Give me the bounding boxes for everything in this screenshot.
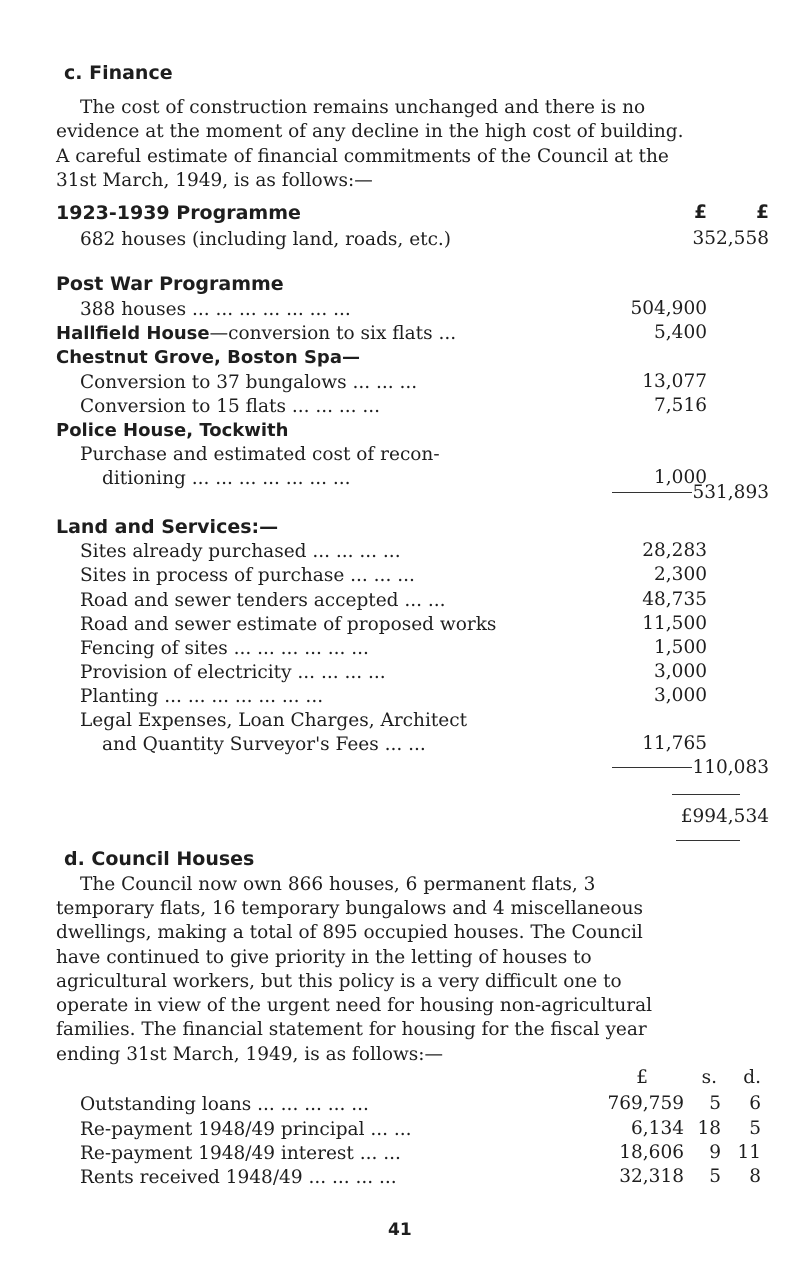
land-row-value: 2,300 <box>654 564 707 585</box>
land-row-value: 3,000 <box>654 685 707 706</box>
page-number: 41 <box>388 1220 412 1240</box>
pence-header: d. <box>743 1067 761 1088</box>
postwar-houses-label: 388 houses ... ... ... ... ... ... ... <box>80 299 351 320</box>
statement-row-shillings: 18 <box>697 1118 721 1139</box>
legal-value: 11,765 <box>642 733 707 754</box>
council-para-line: dwellings, making a total of 895 occupied houses. The Council <box>56 922 643 943</box>
purchase-line-1: Purchase and estimated cost of recon- <box>80 444 440 465</box>
chestnut-heading: Chestnut Grove, Boston Spa— <box>56 347 360 368</box>
bungalows-value: 13,077 <box>642 371 707 392</box>
grand-total-rule-bottom <box>676 840 740 841</box>
land-row-value: 28,283 <box>642 540 707 561</box>
land-row-value: 48,735 <box>642 589 707 610</box>
hallfield-value: 5,400 <box>654 322 707 343</box>
statement-row-label: Re-payment 1948/49 principal ... ... <box>80 1119 412 1140</box>
grand-total: £994,534 <box>680 806 769 827</box>
section-c-heading: c. Finance <box>64 62 173 84</box>
statement-row-pounds: 18,606 <box>619 1142 684 1163</box>
hallfield-line <box>56 322 456 346</box>
statement-row-pounds: 6,134 <box>631 1118 684 1139</box>
police-heading: Police House, Tockwith <box>56 420 289 441</box>
land-row-label: Planting ... ... ... ... ... ... ... <box>80 686 324 707</box>
land-row-label: Fencing of sites ... ... ... ... ... ... <box>80 638 369 659</box>
purchase-line-2: ditioning ... ... ... ... ... ... ... <box>102 468 351 489</box>
hallfield-desc: —conversion to six flats ... <box>209 323 457 344</box>
statement-row-pounds: 32,318 <box>619 1166 684 1187</box>
land-row-label: Provision of electricity ... ... ... ... <box>80 662 386 683</box>
col1-pound-header: £ <box>694 202 707 223</box>
hallfield-name: Hallfield House <box>56 323 210 344</box>
statement-row-pence: 11 <box>737 1142 761 1163</box>
statement-row-shillings: 5 <box>709 1093 721 1114</box>
council-para-line: have continued to give priority in the letting of houses to <box>56 947 592 968</box>
purchase-value: 1,000 <box>654 467 707 488</box>
council-para-line: temporary flats, 16 temporary bungalows and 4 miscellaneous <box>56 898 644 919</box>
council-para-line: ending 31st March, 1949, is as follows:— <box>56 1044 444 1065</box>
flats-value: 7,516 <box>654 395 707 416</box>
flats-label: Conversion to 15 flats ... ... ... ... <box>80 396 381 417</box>
statement-row-label: Outstanding loans ... ... ... ... ... <box>80 1094 369 1115</box>
section-d-heading: d. Council Houses <box>64 848 255 870</box>
land-row-value: 11,500 <box>642 613 707 634</box>
grand-total-rule-top <box>672 794 740 795</box>
land-row-value: 1,500 <box>654 637 707 658</box>
statement-row-label: Re-payment 1948/49 interest ... ... <box>80 1143 401 1164</box>
col2-pound-header: £ <box>756 202 769 223</box>
land-row-value: 3,000 <box>654 661 707 682</box>
prog-1923-line: 682 houses (including land, roads, etc.) <box>80 229 452 250</box>
statement-row-pence: 8 <box>749 1166 761 1187</box>
council-para-line: The Council now own 866 houses, 6 permanent flats, 3 <box>80 874 596 895</box>
statement-row-pounds: 769,759 <box>607 1093 684 1114</box>
legal-line-1: Legal Expenses, Loan Charges, Architect <box>80 710 468 731</box>
land-row-label: Road and sewer tenders accepted ... ... <box>80 590 446 611</box>
prog-1923-heading: 1923-1939 Programme <box>56 202 301 224</box>
statement-row-pence: 6 <box>749 1093 761 1114</box>
shillings-header: s. <box>701 1067 717 1088</box>
statement-row-label: Rents received 1948/49 ... ... ... ... <box>80 1167 397 1188</box>
land-total: 110,083 <box>692 757 769 778</box>
council-para-line: operate in view of the urgent need for housing non-agricultural <box>56 995 653 1016</box>
statement-row-pence: 5 <box>749 1118 761 1139</box>
land-row-label: Road and sewer estimate of proposed works <box>80 614 497 635</box>
postwar-total: 531,893 <box>692 482 769 503</box>
legal-line-2: and Quantity Surveyor's Fees ... ... <box>102 734 426 755</box>
land-row-label: Sites already purchased ... ... ... ... <box>80 541 401 562</box>
postwar-houses-value: 504,900 <box>630 298 707 319</box>
intro-line-2: evidence at the moment of any decline in the high cost of building. <box>56 121 684 142</box>
postwar-heading: Post War Programme <box>56 273 284 295</box>
intro-line-1: The cost of construction remains unchanged and there is no <box>80 97 646 118</box>
council-para-line: agricultural workers, but this policy is a very difficult one to <box>56 971 622 992</box>
statement-row-shillings: 5 <box>709 1166 721 1187</box>
statement-row-shillings: 9 <box>709 1142 721 1163</box>
land-heading: Land and Services:— <box>56 516 279 538</box>
council-para-line: families. The financial statement for housing for the fiscal year <box>56 1019 647 1040</box>
pounds-header: £ <box>636 1067 648 1088</box>
intro-line-3: A careful estimate of financial commitments of the Council at the <box>56 146 669 167</box>
prog-1923-total: 352,558 <box>692 228 769 249</box>
intro-line-4: 31st March, 1949, is as follows:— <box>56 170 373 191</box>
bungalows-label: Conversion to 37 bungalows ... ... ... <box>80 372 418 393</box>
land-row-label: Sites in process of purchase ... ... ... <box>80 565 415 586</box>
